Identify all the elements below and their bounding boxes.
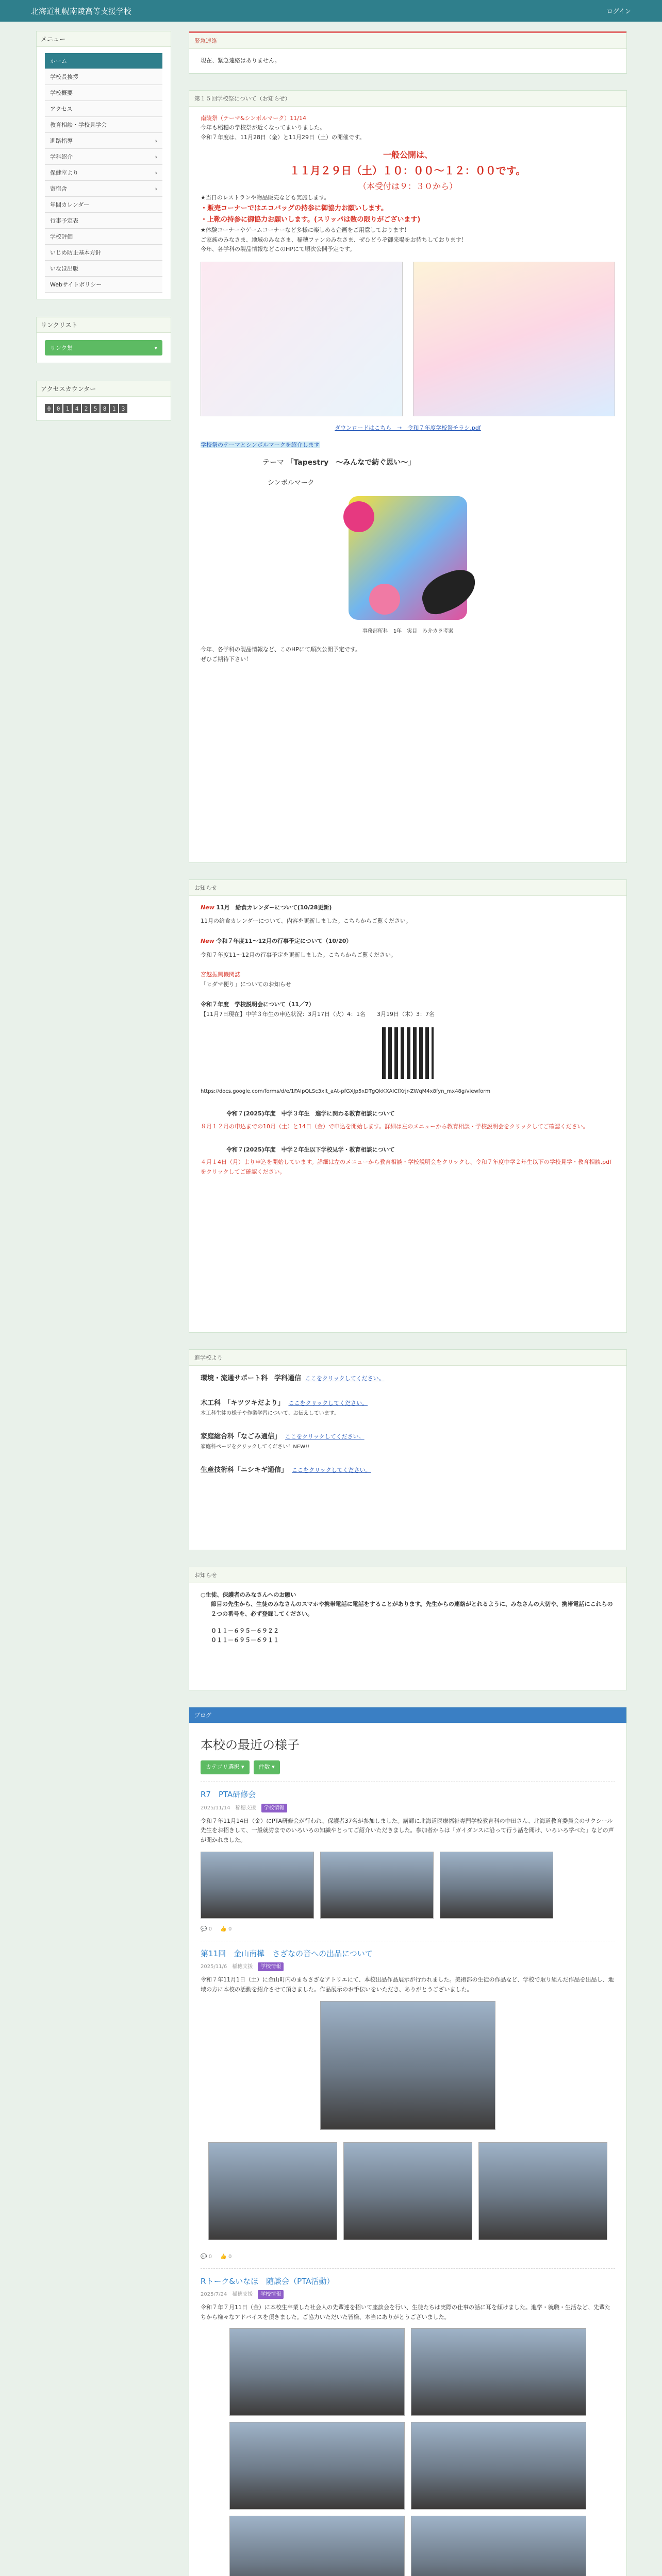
hiragana-line[interactable]: 「ヒダマ便り」についてのお知らせ (201, 981, 291, 988)
note-2: ・上靴の持参に御協力お願いします。(スリッパは数の限りがございます) (201, 215, 421, 224)
sidebar (36, 31, 171, 438)
main-content (189, 31, 627, 2576)
blog-photo (411, 2422, 586, 2510)
star-line: ★当日のレストランや物品販売なども実施します。 (201, 194, 330, 201)
blog-post-category[interactable]: 学校情報 (261, 1804, 287, 1812)
emergency-body: 現在、緊急連絡はありません。 (201, 57, 280, 64)
blog-post (201, 2268, 615, 2576)
sidebar-item[interactable] (45, 117, 162, 133)
swallow-icon (416, 565, 482, 618)
counter-title: アクセスカウンター (37, 381, 171, 397)
festival-flyer (201, 262, 615, 416)
phone-1: ０１１－６９５－６９２２ (211, 1627, 279, 1634)
sidebar-item-label: 学校概要 (50, 90, 73, 96)
blog-post-author: 稲穂支援 (235, 1805, 256, 1811)
phone-2: ０１１－６９５－６９１１ (211, 1637, 279, 1644)
sales-line: ★体験コーナーやゲームコーナーなど多様に楽しめる企画をご用意しております！ (201, 227, 410, 233)
blog-post-date: 2025/7/24 (201, 2292, 227, 2298)
chevron-down-icon: ▾ (154, 344, 157, 351)
junior-title: 令和７(2025)年度 中学２年生以下学校見学・教育相談について (226, 1146, 395, 1153)
festival-panel (189, 90, 627, 863)
sidebar-item-label: 保健室より (50, 170, 78, 176)
blog-post-body: 令和７年11月14日（金）にPTA研修会が行われ、保護者37名が参加しました。講師に北海道医療福祉専門学校教育科の中田さん、北海道教育委員会のサクシール先生をお招きして、一般就労までのいろいろの知識やとってご紹介いただきました。参加者からは「ガイダンスに沿って行う話を聞け、いろいろ学べた」などの声が聞かれました。 (201, 1817, 614, 1844)
blog-photo (411, 2328, 586, 2416)
info-item-1[interactable]: 11月 給食カレンダーについて(10/28更新) (216, 904, 332, 911)
guardian-title: お知らせ (189, 1567, 626, 1583)
public-head: 一般公開は、 (383, 149, 433, 160)
blog-post-body: 令和７年11月1日（土）に金山町内のまちさざなアトリエにて、本校出品作品展示が行われました。美術部の生徒の作品など、学校で取り組んだ作品を出品し、地域の方に本校の活動を紹介させて頂きました。作品展示のお手伝いをいただき、ありがとうございました。 (201, 1976, 614, 1993)
blog-post-meta (201, 1804, 615, 1812)
blog-post-title[interactable]: 第11回 金山南樺 さざなの音への出品について (201, 1948, 373, 1958)
festival-line-2: 令和７年度は、11月28日（金）と11月29日（土）の開催です。 (201, 134, 366, 141)
blog-post-date: 2025/11/14 (201, 1805, 230, 1811)
flyer-front-image (201, 262, 403, 416)
info-item-2-sub: 令和７年度11～12月の行事予定を更新しました。こちらからご覧ください。 (201, 951, 396, 958)
sidebar-item[interactable] (45, 101, 162, 117)
counter-digit: 2 (82, 404, 90, 413)
guardian-body: 節目の先生から、生徒のみなさんのスマホや携帯電話に電話をすることがあります。先生からの連絡がとれるように、みなさんの大切や、携帯電話にこれらの２つの番号を、必ず登録してください。 (211, 1601, 613, 1618)
middle-body: ８月１２月の申込までの10月（土）と14日（金）で申込を開始します。詳細は左のメニューから教育相談・学校説明会をクリックしてご確認ください。 (201, 1123, 589, 1130)
sidebar-item-label: 年間カレンダー (50, 201, 90, 208)
career-item-link[interactable]: ここをクリックしてください。 (292, 1466, 371, 1473)
sidebar-item-label: 学校評価 (50, 233, 73, 240)
sidebar-item[interactable] (45, 197, 162, 213)
festival-line-1: 今年も稲穂の学校祭が近くなってまいりました。 (201, 124, 325, 131)
career-title: 進学校より (189, 1350, 626, 1366)
career-item-head: 生産技術科「ニシキギ通信」 (201, 1466, 288, 1474)
invite-line: ご家族のみなさま、地域のみなさま、稲穂ファンのみなさま、ぜひどうぞ御来場をお待ちしております！ (201, 236, 467, 243)
blog-post-date: 2025/11/6 (201, 1964, 227, 1970)
new-badge: New (201, 904, 214, 911)
blog-post-author: 稲穂支援 (232, 1964, 253, 1970)
sidebar-item-label: 進路指導 (50, 138, 73, 144)
blog-photo (201, 1852, 314, 1919)
junior-body: ４月１4日（月）より申込を開始しています。詳細は左のメニューから教育相談・学校説明会をクリックし、令和７年度中学２年生以下の学校見学・教育相談.pdfをクリックしてご確認ください。 (201, 1159, 612, 1175)
blog-post-meta (201, 1962, 615, 1971)
sidebar-item[interactable] (45, 149, 162, 165)
explanation-title: 令和７年度 学校説明会について（11／7） (201, 1001, 315, 1008)
blog-title: 本校の最近の様子 (201, 1737, 300, 1752)
menu-title: メニュー (37, 31, 171, 47)
blog-panel (189, 1707, 627, 2576)
career-item-link[interactable]: ここをクリックしてください。 (305, 1375, 385, 1382)
links-select[interactable] (45, 340, 162, 355)
career-item (201, 1373, 615, 1384)
blog-photo (229, 2328, 405, 2416)
info-item-2[interactable]: 令和７年度11～12月の行事予定について（10/20） (216, 938, 352, 945)
top-bar (0, 0, 662, 22)
blog-section-title: ブログ (189, 1707, 626, 1723)
site-title[interactable]: 北海道札幌南陵高等支援学校 (31, 6, 132, 16)
new-badge: New (201, 938, 214, 945)
career-item-head: 家庭総合科「なごみ通信」 (201, 1432, 282, 1440)
prod-line: 今年、各学科の製品情報などこのHPにて順次公開予定です。 (201, 246, 356, 253)
blog-post-author: 稲穂支援 (232, 2292, 253, 2298)
sidebar-item[interactable] (45, 53, 162, 69)
flyer-back-image (413, 262, 615, 416)
theme-link[interactable]: 学校祭のテーマとシンボルマークを紹介します (201, 441, 320, 448)
blog-photo (208, 2142, 337, 2240)
blog-post-category[interactable]: 学校情報 (258, 2290, 284, 2299)
blog-photo (478, 2142, 607, 2240)
info-title: お知らせ (189, 880, 626, 896)
form-url[interactable]: https://docs.google.com/forms/d/e/1FAIpQLSc3xIt_aAt-pfGXJp5xDTgQkKXAICfXrjr-ZWqM4x8fyn_mx48g/viewform (201, 1089, 490, 1095)
guardian-head: ○生徒、保護者のみなさんへのお願い (201, 1591, 296, 1598)
links-title: リンクリスト (37, 317, 171, 333)
festival-title: 第１５回学校祭について（お知らせ） (189, 91, 626, 107)
closing-2: ぜひご期待下さい！ (201, 656, 252, 663)
sidebar-item[interactable] (45, 277, 162, 293)
blog-post-meta (201, 2290, 615, 2299)
sidebar-item-label: 教育相談・学校見学会 (50, 122, 107, 128)
counter-digits (45, 404, 162, 413)
count-select-button[interactable]: 件数 ▾ (254, 1760, 280, 1774)
theme-label: テーマ (262, 459, 284, 467)
counter-digit: 5 (91, 404, 100, 413)
counter-digit: 1 (63, 404, 72, 413)
counter-digit: 0 (54, 404, 62, 413)
sidebar-item[interactable] (45, 261, 162, 277)
emergency-title: 緊急連絡 (189, 31, 626, 49)
access-counter (36, 381, 171, 421)
chevron-right-icon: › (155, 137, 157, 144)
sidebar-item[interactable] (45, 181, 162, 197)
career-panel (189, 1349, 627, 1550)
sidebar-item-label: Webサイトポリシー (50, 281, 102, 288)
mark-credit: 事務部所科 1年 実目 み介カラ考案 (362, 629, 454, 635)
sidebar-item-label: ホーム (50, 58, 67, 64)
blog-photo (320, 2001, 495, 2130)
blog-post-category[interactable]: 学校情報 (258, 1962, 284, 1971)
login-link[interactable]: ログイン (606, 7, 631, 15)
blog-photo (343, 2142, 472, 2240)
sidebar-item[interactable] (45, 229, 162, 245)
career-item-sub: 木工科生徒の様子や作業学習について、お伝えしています。 (201, 1410, 339, 1416)
emergency-panel (189, 31, 627, 74)
sidebar-item[interactable] (45, 245, 162, 261)
career-item-sub: 家庭科ページをクリックしてください！NEW!! (201, 1444, 310, 1450)
career-item (201, 1431, 615, 1451)
counter-digit: 8 (101, 404, 109, 413)
public-date: １１月２９日（土）１０：００～１２：００です。 (289, 164, 526, 177)
counter-digit: 3 (119, 404, 127, 413)
note-1: ・販売コーナーではエコバッグの持参に御協力お願いします。 (201, 204, 388, 212)
guardian-panel (189, 1567, 627, 1690)
blog-photo (229, 2422, 405, 2510)
counter-digit: 1 (110, 404, 118, 413)
sidebar-item-label: いじめ防止基本方針 (50, 249, 101, 256)
sidebar-item[interactable] (45, 85, 162, 101)
hiragana-title: 宮越振興機関誌 (201, 971, 240, 978)
sidebar-item-label: 行事予定表 (50, 217, 78, 224)
symbol-mark-image (349, 496, 467, 620)
links-select-label: リンク集 (50, 345, 73, 351)
sidebar-item[interactable] (45, 165, 162, 181)
middle-title: 令和７(2025)年度 中学３年生 進学に関わる教育相談について (226, 1110, 395, 1117)
chevron-right-icon: › (155, 169, 157, 176)
sidebar-item-label: 学校長挨拶 (50, 74, 78, 80)
blog-post-title[interactable]: R7 PTA研修会 (201, 1790, 256, 1800)
blog-photo (411, 2516, 586, 2576)
mark-label: シンボルマーク (268, 479, 315, 487)
chevron-right-icon: › (155, 153, 157, 160)
career-item (201, 1398, 615, 1418)
sidebar-item-label: 学科紹介 (50, 154, 73, 160)
comment-icon[interactable]: 💬 0 👍 0 (201, 2253, 232, 2260)
blog-photo (320, 1852, 434, 1919)
comment-icon[interactable]: 💬 0 👍 0 (201, 1926, 232, 1932)
side-menu (36, 31, 171, 299)
link-list (36, 317, 171, 363)
sidebar-item[interactable] (45, 213, 162, 229)
counter-digit: 0 (45, 404, 53, 413)
career-item (201, 1465, 615, 1476)
chevron-right-icon: › (155, 185, 157, 192)
festival-date-line: 南陵祭（テーマ&シンボルマーク）11/14 (201, 114, 307, 122)
sidebar-item[interactable] (45, 133, 162, 149)
closing-1: 今年、各学科の製品情報など、このHPにて順次公開予定です。 (201, 646, 361, 653)
sidebar-item-label: いなほ出版 (50, 265, 78, 272)
category-select-button[interactable]: カテゴリ選択 ▾ (201, 1760, 250, 1774)
blog-photo (440, 1852, 553, 1919)
public-note: （本受付は９：３０から） (358, 181, 457, 191)
blog-post (201, 1941, 615, 2261)
career-item-link[interactable]: ここをクリックしてください。 (285, 1433, 365, 1440)
blog-photo (229, 2516, 405, 2576)
blog-post-title[interactable]: Rトーク&いなほ 随談会（PTA活動） (201, 2276, 335, 2286)
career-item-head: 木工科 「キツツキだより」 (201, 1399, 285, 1407)
sidebar-item-label: 寄宿舎 (50, 185, 67, 192)
counter-digit: 4 (73, 404, 81, 413)
sidebar-item[interactable] (45, 69, 162, 85)
theme-text: 「Tapestry ～みんなで紡ぐ思い～」 (286, 459, 416, 467)
blog-post (201, 1782, 615, 1934)
blog-post-body: 令和７年７月11日（金）に本校生卒業した社会人の先輩達を招いて座談会を行い、生徒たちは実際の仕事の話に耳を傾けました。進学・就職・生活など、先輩たちから様々なアドバイスを頂きました。ご協力いただいた皆様、本当にありがとうございました。 (201, 2304, 610, 2320)
info-item-1-sub: 11月の給食カレンダーについて、内容を更新しました。こちらからご覧ください。 (201, 918, 411, 925)
career-item-head: 環境・流通サポート科 学科通信 (201, 1374, 302, 1382)
info-panel (189, 879, 627, 1333)
career-item-link[interactable]: ここをクリックしてください。 (288, 1399, 368, 1406)
qr-code-image (382, 1027, 434, 1079)
explanation-status: 【11月7日現在】中学３年生の申込状況：3月17日（火）4：1名 3月19日（木）3：7名 (201, 1010, 435, 1018)
sidebar-item-label: アクセス (50, 106, 73, 112)
flyer-download-link[interactable]: ダウンロードはこちら → 令和７年度学校祭チラシ.pdf (335, 425, 481, 432)
